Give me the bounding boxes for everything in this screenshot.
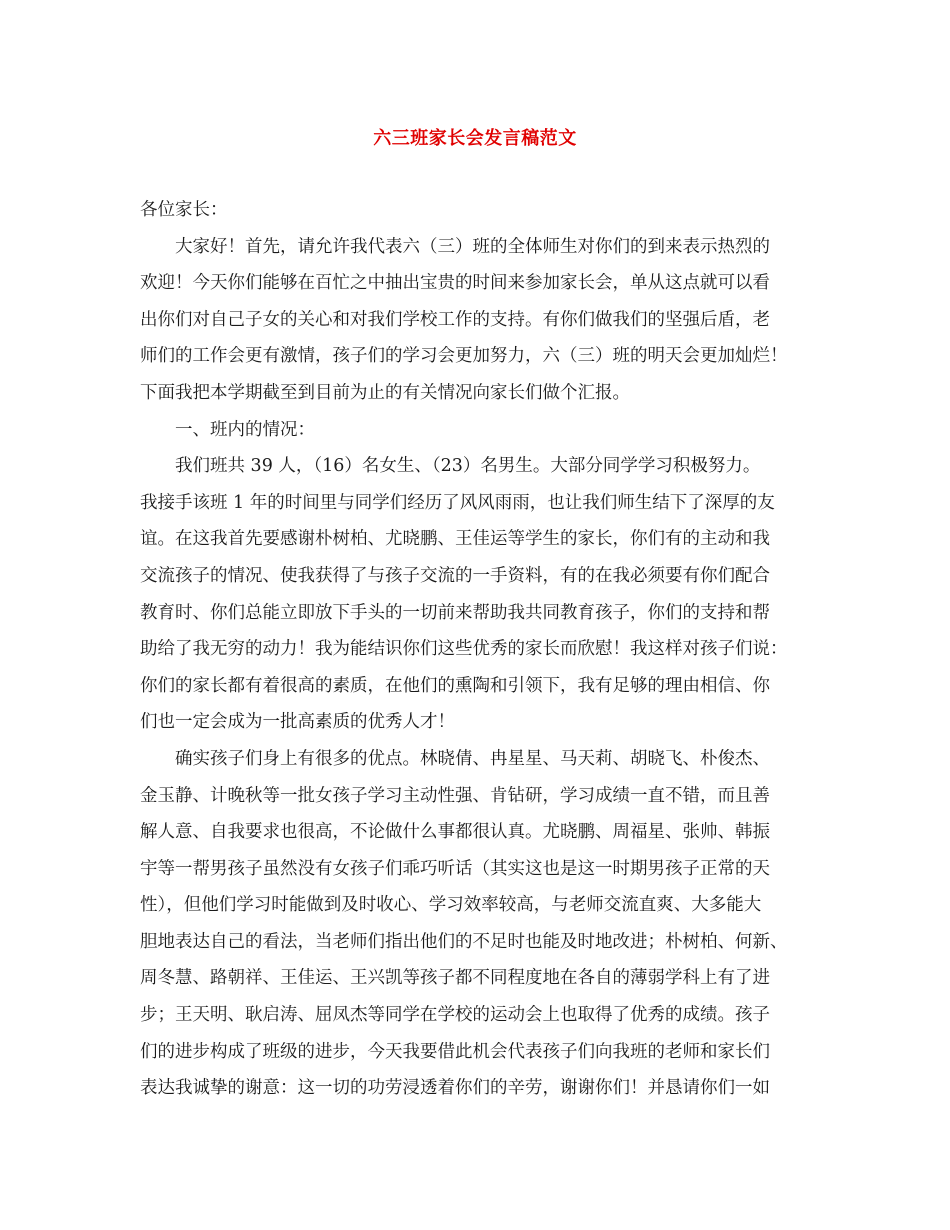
text-line: 谊。在这我首先要感谢朴树柏、尤晓鹏、王佳运等学生的家长，你们有的主动和我 <box>140 529 770 550</box>
text-line: 性），但他们学习时能做到及时收心、学习效率较高，与老师交流直爽、大多能大 <box>140 895 762 916</box>
text-line: 解人意、自我要求也很高，不论做什么事都很认真。尤晓鹏、周福星、张帅、韩振 <box>140 822 770 843</box>
text-line: 一、班内的情况： <box>175 419 315 440</box>
text-line: 步；王天明、耿启涛、屈凤杰等同学在学校的运动会上也取得了优秀的成绩。孩子 <box>140 1005 770 1026</box>
text-line: 们的进步构成了班级的进步，今天我要借此机会代表孩子们向我班的老师和家长们 <box>140 1041 770 1062</box>
text-line: 你们的家长都有着很高的素质，在他们的熏陶和引领下，我有足够的理由相信、你 <box>140 675 770 696</box>
text-line: 助给了我无穷的动力！我为能结识你们这些优秀的家长而欣慰！我这样对孩子们说： <box>140 639 788 660</box>
text-line: 确实孩子们身上有很多的优点。林晓倩、冉星星、马天莉、胡晓飞、朴俊杰、 <box>175 748 770 769</box>
text-line: 欢迎！今天你们能够在百忙之中抽出宝贵的时间来参加家长会，单从这点就可以看 <box>140 273 770 294</box>
text-line: 下面我把本学期截至到目前为止的有关情况向家长们做个汇报。 <box>140 382 630 403</box>
text-line: 我们班共 39 人，（16）名女生、（23）名男生。大部分同学学习积极努力。 <box>175 456 761 477</box>
text-line: 们也一定会成为一批高素质的优秀人才！ <box>140 712 455 733</box>
text-line: 我接手该班 1 年的时间里与同学们经历了风风雨雨，也让我们师生结下了深厚的友 <box>140 492 775 513</box>
document-title: 六三班家长会发言稿范文 <box>373 128 577 149</box>
text-line: 胆地表达自己的看法，当老师们指出他们的不足时也能及时地改进；朴树柏、何新、 <box>140 931 788 952</box>
text-line: 各位家长： <box>140 200 228 220</box>
text-line: 教育时、你们总能立即放下手头的一切前来帮助我共同教育孩子，你们的支持和帮 <box>140 602 770 623</box>
text-line: 宇等一帮男孩子虽然没有女孩子们乖巧听话（其实这也是这一时期男孩子正常的天 <box>140 858 770 879</box>
text-line: 师们的工作会更有激情，孩子们的学习会更加努力，六（三）班的明天会更加灿烂！ <box>140 346 788 367</box>
text-line: 出你们对自己子女的关心和对我们学校工作的支持。有你们做我们的坚强后盾，老 <box>140 309 770 330</box>
text-line: 金玉静、计晚秋等一批女孩子学习主动性强、肯钻研，学习成绩一直不错，而且善 <box>140 785 770 806</box>
text-line: 周冬慧、路朝祥、王佳运、王兴凯等孩子都不同程度地在各自的薄弱学科上有了进 <box>140 968 770 989</box>
text-line: 表达我诚挚的谢意：这一切的功劳浸透着你们的辛劳，谢谢你们！并恳请你们一如 <box>140 1078 770 1099</box>
text-line: 大家好！首先，请允许我代表六（三）班的全体师生对你们的到来表示热烈的 <box>175 236 770 257</box>
text-line: 交流孩子的情况、使我获得了与孩子交流的一手资料，有的在我必须要有你们配合 <box>140 565 770 586</box>
document-body <box>140 192 820 1107</box>
